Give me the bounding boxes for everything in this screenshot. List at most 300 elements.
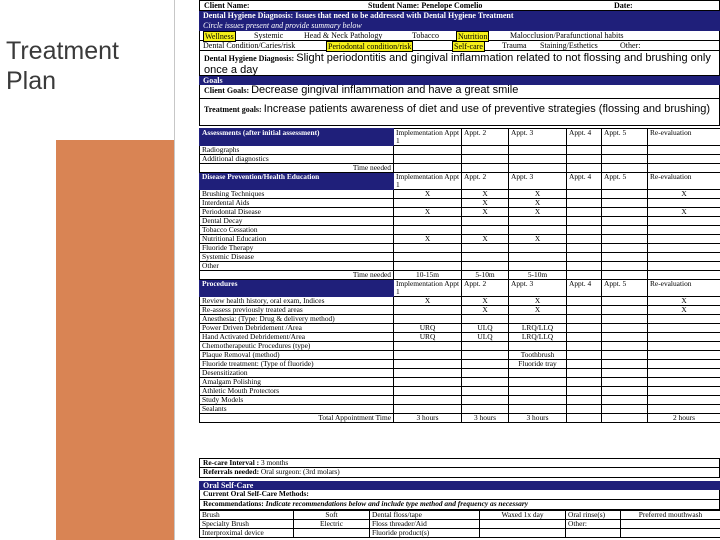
prevention-value-cell: 10-15m	[394, 271, 462, 280]
prevention-value-cell	[394, 217, 462, 226]
procedure-value-cell: Toothbrush	[509, 351, 567, 360]
procedure-value-cell	[567, 333, 602, 342]
selfcare-cell: Fluoride product(s)	[370, 529, 480, 538]
procedure-value-cell	[602, 297, 648, 306]
procedure-value-cell	[567, 405, 602, 414]
table-row	[200, 190, 720, 199]
procedure-header-row	[200, 280, 720, 297]
prevention-header-cell: Re-evaluation	[648, 173, 720, 190]
recare-value: 3 months	[260, 458, 289, 467]
prevention-value-cell	[394, 226, 462, 235]
table-row	[200, 208, 720, 217]
table-row	[200, 199, 720, 208]
procedure-value-cell	[648, 333, 720, 342]
client-goals	[199, 85, 720, 99]
procedure-label-cell: Power Driven Debridement /Area	[200, 324, 394, 333]
assessment-value-cell	[462, 155, 509, 164]
selfcare-cell	[621, 529, 720, 538]
prevention-value-cell	[509, 226, 567, 235]
procedure-value-cell	[648, 387, 720, 396]
procedure-label-cell: Chemotherapeutic Procedures (type)	[200, 342, 394, 351]
accent-bar	[56, 140, 174, 540]
procedure-value-cell	[648, 396, 720, 405]
assessment-header-cell: Assessments (after initial assessment)	[200, 129, 394, 146]
table-row	[200, 253, 720, 262]
selfcare-current-label: Current Oral Self-Care Methods:	[203, 489, 309, 498]
procedure-value-cell	[602, 342, 648, 351]
assessment-value-cell	[648, 146, 720, 155]
category-wellness: Wellness	[205, 32, 234, 41]
table-row	[200, 324, 720, 333]
procedure-value-cell: ULQ	[462, 333, 509, 342]
assessment-header-cell: Re-evaluation	[648, 129, 720, 146]
prevention-value-cell	[394, 253, 462, 262]
selfcare-cell: Specialty Brush	[200, 520, 294, 529]
procedure-value-cell	[567, 342, 602, 351]
diagnosis-subheading	[199, 21, 720, 31]
table-row	[200, 378, 720, 387]
prevention-value-cell	[567, 253, 602, 262]
procedure-value-cell	[394, 387, 462, 396]
procedure-value-cell	[394, 378, 462, 387]
procedure-value-cell	[648, 360, 720, 369]
assessment-value-cell	[462, 146, 509, 155]
table-row	[200, 351, 720, 360]
prevention-value-cell	[602, 253, 648, 262]
assessment-label-cell: Radiographs	[200, 146, 394, 155]
table-row	[200, 226, 720, 235]
assessment-value-cell	[394, 146, 462, 155]
table-row	[200, 342, 720, 351]
procedure-label-cell: Study Models	[200, 396, 394, 405]
treatment-goals-label: Treatment goals:	[204, 105, 262, 114]
prevention-label-cell: Dental Decay	[200, 217, 394, 226]
selfcare-row	[200, 529, 720, 538]
procedure-value-cell	[567, 360, 602, 369]
prevention-value-cell	[648, 262, 720, 271]
prevention-label-cell: Tobacco Cessation	[200, 226, 394, 235]
procedure-value-cell	[602, 351, 648, 360]
prevention-label-cell: Systemic Disease	[200, 253, 394, 262]
treatment-goals-text: Increase patients awareness of diet and use of preventive strategies (flossing and brushing)	[263, 103, 711, 115]
prevention-label-cell: Periodontal Disease	[200, 208, 394, 217]
client-goals-text: Decrease gingival inflammation and have a great smile	[251, 84, 519, 96]
prevention-value-cell: X	[509, 235, 567, 244]
category-other: Other:	[620, 41, 641, 50]
category-tobacco: Tobacco	[412, 31, 439, 40]
prevention-value-cell	[602, 190, 648, 199]
assessment-label-cell: Additional diagnostics	[200, 155, 394, 164]
procedure-header-cell: Appt. 3	[509, 280, 567, 297]
prevention-value-cell	[567, 235, 602, 244]
referrals-row	[199, 468, 720, 478]
selfcare-cell: Floss threader/Aid	[370, 520, 480, 529]
procedure-value-cell	[462, 387, 509, 396]
assessment-header-cell: Appt. 3	[509, 129, 567, 146]
selfcare-cell: Electric	[294, 520, 370, 529]
assessment-value-cell	[509, 164, 567, 173]
procedure-label-cell: Review health history, oral exam, Indices	[200, 297, 394, 306]
procedure-label-cell: Sealants	[200, 405, 394, 414]
procedure-value-cell	[648, 315, 720, 324]
prevention-value-cell: X	[462, 235, 509, 244]
procedure-value-cell	[602, 333, 648, 342]
table-row	[200, 244, 720, 253]
procedure-value-cell	[602, 315, 648, 324]
procedure-value-cell: 3 hours	[509, 414, 567, 423]
table-row	[200, 155, 720, 164]
assessment-value-cell	[462, 164, 509, 173]
prevention-value-cell	[602, 271, 648, 280]
assessment-value-cell	[567, 146, 602, 155]
prevention-label-cell: Interdental Aids	[200, 199, 394, 208]
procedure-value-cell	[394, 396, 462, 405]
prevention-value-cell	[567, 271, 602, 280]
table-row	[200, 271, 720, 280]
student-name-label: Student Name: Penelope Comelio	[368, 1, 483, 10]
prevention-value-cell	[509, 217, 567, 226]
table-row	[200, 405, 720, 414]
selfcare-grid	[199, 510, 720, 538]
prevention-label-cell: Time needed	[200, 271, 394, 280]
procedure-value-cell: ULQ	[462, 324, 509, 333]
selfcare-row	[200, 520, 720, 529]
procedure-label-cell: Anesthesia: (Type: Drug & delivery method)	[200, 315, 394, 324]
dx-text: Slight periodontitis and gingival inflammation related to not flossing and brushing only once a day	[204, 52, 711, 76]
prevention-header-cell: Appt. 3	[509, 173, 567, 190]
selfcare-cell	[621, 520, 720, 529]
prevention-value-cell	[509, 262, 567, 271]
prevention-value-cell	[567, 226, 602, 235]
table-row	[200, 360, 720, 369]
assessment-value-cell	[394, 164, 462, 173]
selfcare-cell	[294, 529, 370, 538]
prevention-value-cell	[394, 199, 462, 208]
prevention-value-cell	[567, 208, 602, 217]
procedure-value-cell	[394, 369, 462, 378]
procedure-value-cell: LRQ/LLQ	[509, 333, 567, 342]
prevention-value-cell	[394, 244, 462, 253]
table-row	[200, 387, 720, 396]
table-row	[200, 369, 720, 378]
selfcare-recommendations	[199, 500, 720, 510]
prevention-label-cell: Brushing Techniques	[200, 190, 394, 199]
procedure-label-cell: Re-assess previously treated areas	[200, 306, 394, 315]
procedure-header-cell: Implementation Appt 1	[394, 280, 462, 297]
prevention-header-cell: Implementation Appt 1	[394, 173, 462, 190]
procedure-value-cell	[394, 405, 462, 414]
prevention-header-cell: Disease Prevention/Health Education	[200, 173, 394, 190]
prevention-value-cell	[602, 199, 648, 208]
prevention-value-cell	[648, 244, 720, 253]
procedure-value-cell	[462, 351, 509, 360]
procedure-label-cell: Fluoride treatment: (Type of fluoride)	[200, 360, 394, 369]
diagnosis-categories-row-2	[199, 41, 720, 51]
selfcare-cell: Oral rinse(s)	[566, 511, 621, 520]
treatment-plan-document	[199, 0, 720, 540]
procedure-header-cell: Re-evaluation	[648, 280, 720, 297]
prevention-value-cell	[648, 253, 720, 262]
procedure-value-cell: X	[509, 306, 567, 315]
procedure-value-cell	[567, 306, 602, 315]
assessment-header-cell: Appt. 5	[602, 129, 648, 146]
prevention-header-row	[200, 173, 720, 190]
table-row	[200, 235, 720, 244]
prevention-value-cell: X	[394, 235, 462, 244]
procedure-value-cell	[394, 351, 462, 360]
procedure-header-cell: Appt. 4	[567, 280, 602, 297]
procedure-value-cell	[567, 297, 602, 306]
procedure-value-cell	[602, 414, 648, 423]
selfcare-cell: Other:	[566, 520, 621, 529]
procedure-value-cell: Fluoride tray	[509, 360, 567, 369]
diagnosis-heading	[199, 11, 720, 21]
table-row	[200, 217, 720, 226]
prevention-value-cell	[462, 244, 509, 253]
procedure-value-cell	[462, 396, 509, 405]
selfcare-cell	[480, 529, 566, 538]
table-row	[200, 333, 720, 342]
name-row	[199, 0, 720, 11]
procedure-value-cell	[602, 387, 648, 396]
prevention-value-cell	[648, 271, 720, 280]
selfcare-cell: Waxed 1x day	[480, 511, 566, 520]
recommendations-text: Indicate recommendations below and include type method and frequency as necessary	[265, 499, 528, 508]
category-malocclusion: Malocclusion/Parafunctional habits	[510, 31, 624, 40]
client-goals-label: Client Goals:	[204, 86, 250, 95]
prevention-value-cell: 5-10m	[509, 271, 567, 280]
selfcare-cell	[566, 529, 621, 538]
category-nutrition: Nutrition	[458, 32, 488, 41]
table-row	[200, 414, 720, 423]
assessment-value-cell	[567, 155, 602, 164]
dental-hygiene-diagnosis	[199, 51, 720, 76]
prevention-value-cell: X	[509, 190, 567, 199]
prevention-value-cell: X	[648, 190, 720, 199]
table-row	[200, 396, 720, 405]
prevention-value-cell: X	[462, 208, 509, 217]
procedure-value-cell: URQ	[394, 333, 462, 342]
procedure-value-cell	[567, 324, 602, 333]
procedure-value-cell	[567, 414, 602, 423]
treatment-goals	[199, 99, 720, 126]
prevention-value-cell	[462, 253, 509, 262]
prevention-value-cell	[648, 226, 720, 235]
assessment-label-cell: Time needed	[200, 164, 394, 173]
assessment-value-cell	[602, 155, 648, 164]
procedure-value-cell	[567, 315, 602, 324]
procedure-value-cell	[602, 369, 648, 378]
procedure-value-cell: X	[648, 297, 720, 306]
procedure-value-cell: URQ	[394, 324, 462, 333]
prevention-value-cell	[567, 244, 602, 253]
procedure-value-cell	[462, 378, 509, 387]
procedure-header-cell: Appt. 5	[602, 280, 648, 297]
prevention-header-cell: Appt. 5	[602, 173, 648, 190]
procedure-value-cell: X	[462, 297, 509, 306]
prevention-value-cell	[602, 235, 648, 244]
procedure-value-cell	[602, 306, 648, 315]
table-row	[200, 315, 720, 324]
dx-label: Dental Hygiene Diagnosis:	[204, 54, 295, 63]
prevention-value-cell	[462, 226, 509, 235]
procedure-value-cell	[567, 378, 602, 387]
procedure-value-cell	[509, 405, 567, 414]
procedure-header-cell: Appt. 2	[462, 280, 509, 297]
category-systemic: Systemic	[254, 31, 284, 40]
prevention-value-cell: X	[648, 208, 720, 217]
procedure-value-cell	[509, 369, 567, 378]
selfcare-cell: Interproximal device	[200, 529, 294, 538]
diagnosis-categories-row-1	[199, 31, 720, 41]
table-row	[200, 164, 720, 173]
procedure-value-cell	[648, 351, 720, 360]
category-head-neck: Head & Neck Pathology	[304, 31, 383, 40]
assessment-value-cell	[602, 164, 648, 173]
procedure-value-cell	[462, 315, 509, 324]
divider-line	[174, 0, 175, 540]
procedure-value-cell: 3 hours	[462, 414, 509, 423]
procedure-value-cell	[462, 360, 509, 369]
procedure-value-cell	[648, 342, 720, 351]
assessment-value-cell	[567, 164, 602, 173]
procedure-value-cell	[602, 405, 648, 414]
prevention-value-cell	[462, 262, 509, 271]
diagnosis-subtitle: Circle issues present and provide summary below	[203, 21, 362, 30]
prevention-value-cell	[509, 253, 567, 262]
prevention-value-cell	[394, 262, 462, 271]
selfcare-heading-label: Oral Self-Care	[203, 481, 254, 490]
procedure-value-cell	[648, 378, 720, 387]
selfcare-cell: Soft	[294, 511, 370, 520]
procedure-label-cell: Hand Activated Debridement/Area	[200, 333, 394, 342]
diagnosis-title: Dental Hygiene Diagnosis: Issues that need to be addressed with Dental Hygiene Treatment	[203, 11, 514, 20]
procedure-value-cell	[462, 405, 509, 414]
procedure-value-cell: 3 hours	[394, 414, 462, 423]
prevention-value-cell	[567, 262, 602, 271]
date-label: Date:	[614, 1, 633, 10]
procedure-label-cell: Total Appointment Time	[200, 414, 394, 423]
procedure-label-cell: Desensitization	[200, 369, 394, 378]
procedure-value-cell	[602, 396, 648, 405]
procedure-label-cell: Plaque Removal (method)	[200, 351, 394, 360]
procedure-value-cell	[394, 342, 462, 351]
prevention-value-cell	[602, 244, 648, 253]
prevention-value-cell: X	[462, 199, 509, 208]
assessment-value-cell	[602, 146, 648, 155]
selfcare-cell: Brush	[200, 511, 294, 520]
prevention-label-cell: Nutritional Education	[200, 235, 394, 244]
assessment-header-cell: Appt. 2	[462, 129, 509, 146]
procedure-value-cell	[567, 351, 602, 360]
procedure-value-cell	[509, 387, 567, 396]
procedure-header-cell: Procedures	[200, 280, 394, 297]
prevention-value-cell: X	[462, 190, 509, 199]
procedure-value-cell: X	[462, 306, 509, 315]
assessment-header-cell: Appt. 4	[567, 129, 602, 146]
table-row	[200, 146, 720, 155]
procedure-value-cell: X	[509, 297, 567, 306]
procedure-label-cell: Athletic Mouth Protectors	[200, 387, 394, 396]
procedure-value-cell	[509, 342, 567, 351]
selfcare-cell: Preferred mouthwash	[621, 511, 720, 520]
procedure-value-cell	[602, 324, 648, 333]
prevention-value-cell	[567, 217, 602, 226]
procedure-value-cell	[394, 360, 462, 369]
procedure-label-cell: Amalgam Polishing	[200, 378, 394, 387]
assessment-header-row	[200, 129, 720, 146]
prevention-value-cell: X	[509, 199, 567, 208]
prevention-value-cell	[602, 217, 648, 226]
procedure-value-cell	[509, 396, 567, 405]
procedure-value-cell: LRQ/LLQ	[509, 324, 567, 333]
slide-title: Treatment Plan	[6, 37, 120, 95]
prevention-value-cell	[567, 190, 602, 199]
prevention-value-cell	[648, 199, 720, 208]
prevention-value-cell: 5-10m	[462, 271, 509, 280]
prevention-header-cell: Appt. 2	[462, 173, 509, 190]
procedure-value-cell: 2 hours	[648, 414, 720, 423]
assessment-value-cell	[509, 146, 567, 155]
category-staining: Staining/Esthetics	[540, 41, 598, 50]
procedure-value-cell	[602, 360, 648, 369]
assessment-value-cell	[509, 155, 567, 164]
prevention-value-cell	[602, 226, 648, 235]
prevention-value-cell	[567, 199, 602, 208]
procedure-value-cell: X	[648, 306, 720, 315]
table-row	[200, 297, 720, 306]
client-name-label: Client Name:	[204, 1, 250, 10]
prevention-value-cell	[602, 208, 648, 217]
assessment-value-cell	[648, 164, 720, 173]
category-self-care: Self-care	[454, 42, 483, 51]
prevention-header-cell: Appt. 4	[567, 173, 602, 190]
procedure-value-cell	[648, 369, 720, 378]
prevention-value-cell	[648, 217, 720, 226]
procedure-value-cell	[462, 342, 509, 351]
recommendations-label: Recommendations:	[203, 499, 264, 508]
assessment-value-cell	[394, 155, 462, 164]
table-row	[200, 262, 720, 271]
referrals-label: Referrals needed:	[203, 467, 260, 476]
procedure-value-cell	[394, 315, 462, 324]
procedure-value-cell	[648, 405, 720, 414]
prevention-value-cell	[509, 244, 567, 253]
prevention-value-cell: X	[394, 208, 462, 217]
procedure-value-cell	[394, 306, 462, 315]
procedure-value-cell	[648, 324, 720, 333]
prevention-value-cell	[648, 235, 720, 244]
category-dental-condition: Dental Condition/Caries/risk	[203, 41, 296, 50]
selfcare-cell	[480, 520, 566, 529]
procedure-value-cell	[567, 369, 602, 378]
assessment-header-cell: Implementation Appt 1	[394, 129, 462, 146]
referrals-value: Oral surgeon: (3rd molars)	[260, 467, 340, 476]
table-row	[200, 306, 720, 315]
procedure-value-cell	[509, 315, 567, 324]
procedure-value-cell	[462, 369, 509, 378]
plan-grid	[199, 128, 720, 423]
prevention-value-cell	[462, 217, 509, 226]
prevention-value-cell: X	[394, 190, 462, 199]
procedure-value-cell	[567, 387, 602, 396]
prevention-label-cell: Fluoride Therapy	[200, 244, 394, 253]
selfcare-cell: Dental floss/tape	[370, 511, 480, 520]
assessment-value-cell	[648, 155, 720, 164]
recare-label: Re-care Interval :	[203, 458, 260, 467]
selfcare-row	[200, 511, 720, 520]
prevention-label-cell: Other	[200, 262, 394, 271]
